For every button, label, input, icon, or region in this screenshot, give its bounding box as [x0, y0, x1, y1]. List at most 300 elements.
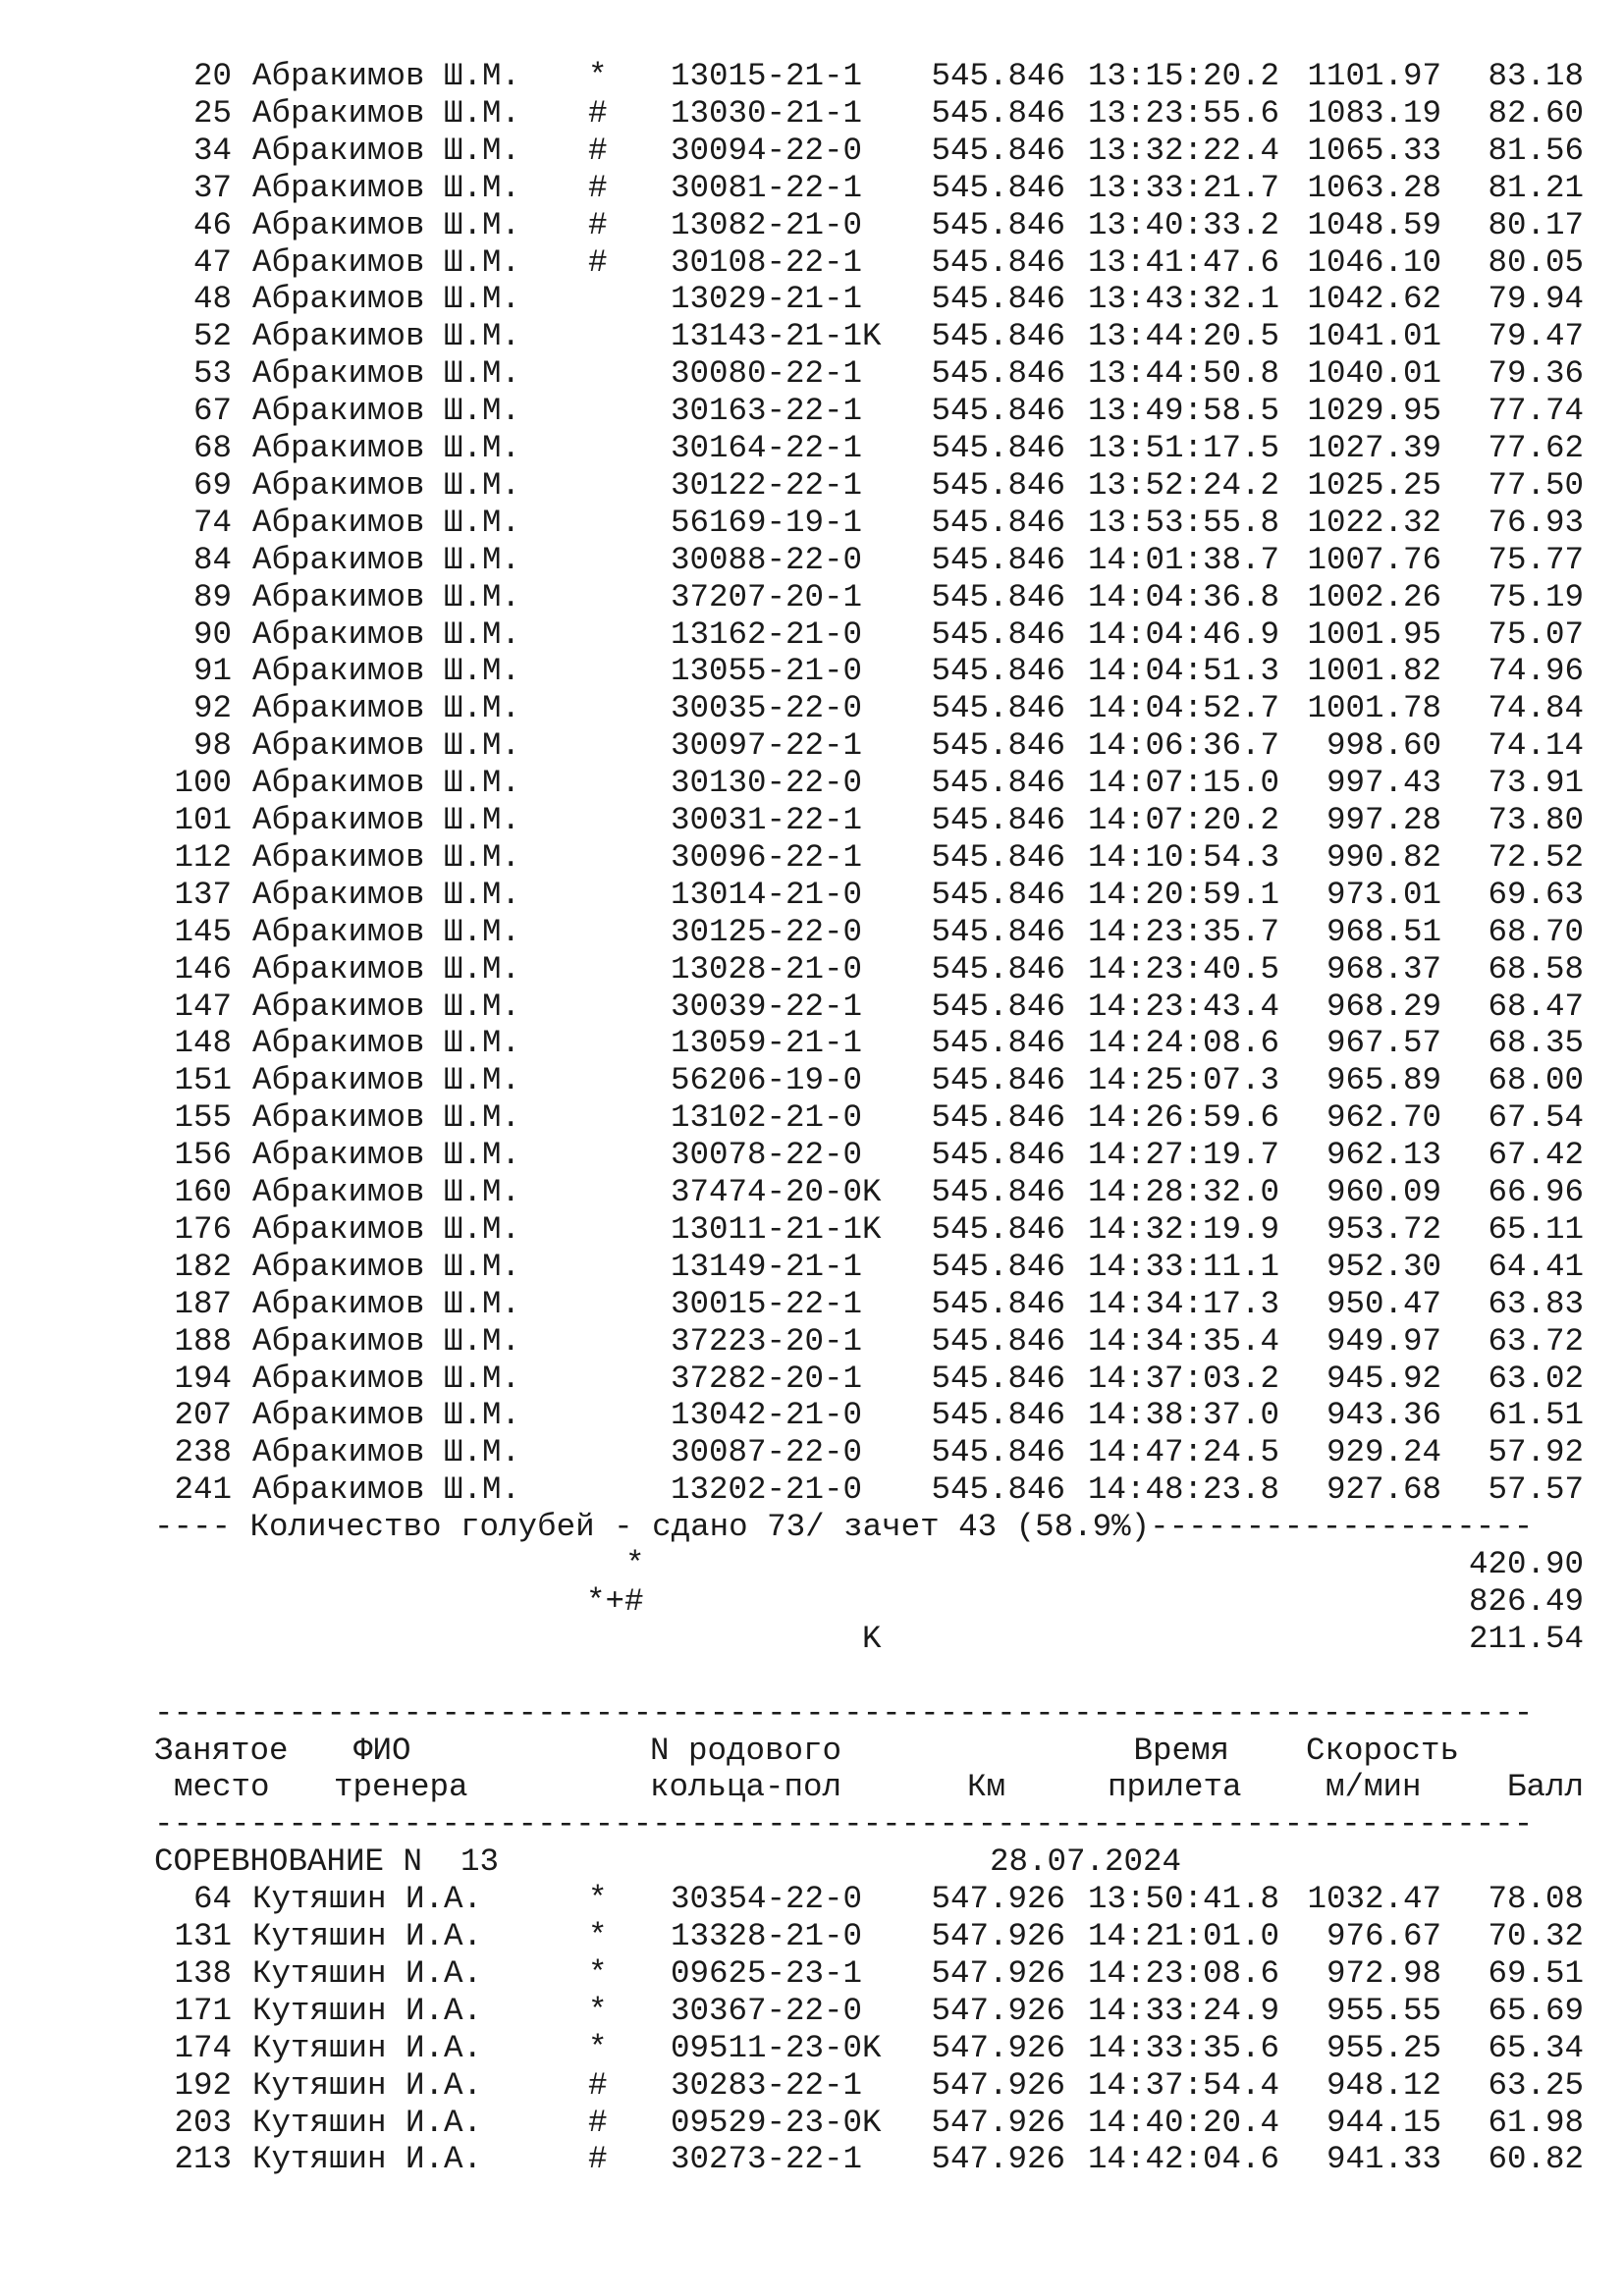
- table-row: [0, 1993, 1624, 2030]
- place-cell: 47: [192, 243, 232, 281]
- speed-cell: 1001.78: [1307, 690, 1441, 727]
- place-cell: 187: [174, 1285, 232, 1322]
- trainer-name-cell: Кутяшин И.А.: [252, 2066, 483, 2104]
- place-cell: 67: [192, 393, 232, 430]
- speed-cell: 1032.47: [1307, 1881, 1441, 1918]
- arrival-time-cell: 14:26:59.6: [1088, 1099, 1280, 1137]
- speed-cell: 965.89: [1326, 1062, 1441, 1099]
- speed-cell: 997.43: [1326, 765, 1441, 802]
- distance-cell: 545.846: [931, 1025, 1065, 1062]
- ring-number-cell: 30078-22-0: [671, 1137, 863, 1174]
- trainer-name-cell: Абракимов Ш.М.: [252, 1285, 521, 1322]
- speed-cell: 962.70: [1326, 1099, 1441, 1137]
- speed-cell: 1040.01: [1307, 355, 1441, 393]
- speed-cell: 968.29: [1326, 988, 1441, 1025]
- distance-cell: 545.846: [931, 1062, 1065, 1099]
- score-cell: 70.32: [1488, 1918, 1584, 1954]
- speed-cell: 941.33: [1326, 2141, 1441, 2178]
- distance-cell: 545.846: [931, 318, 1065, 355]
- speed-cell: 1002.26: [1307, 578, 1441, 615]
- mark-cell: #: [588, 2141, 608, 2178]
- total-label: K: [862, 1620, 882, 1657]
- trainer-name-cell: Абракимов Ш.М.: [252, 765, 521, 802]
- distance-cell: 545.846: [931, 876, 1065, 913]
- arrival-time-cell: 14:07:20.2: [1088, 802, 1280, 838]
- score-cell: 65.69: [1488, 1992, 1584, 2029]
- score-cell: 73.80: [1488, 802, 1584, 838]
- total-row: [0, 1621, 1624, 1658]
- trainer-name-cell: Абракимов Ш.М.: [252, 690, 521, 727]
- score-cell: 76.93: [1488, 504, 1584, 541]
- mark-cell: *: [588, 1992, 608, 2029]
- table-row: [0, 951, 1624, 988]
- speed-cell: 1001.95: [1307, 615, 1441, 653]
- trainer-name-cell: Абракимов Ш.М.: [252, 1248, 521, 1285]
- table-row: [0, 1471, 1624, 1509]
- trainer-name-cell: Абракимов Ш.М.: [252, 355, 521, 393]
- score-cell: 82.60: [1488, 94, 1584, 132]
- arrival-time-cell: 14:24:08.6: [1088, 1025, 1280, 1062]
- score-cell: 67.42: [1488, 1137, 1584, 1174]
- place-cell: 69: [192, 466, 232, 504]
- ring-number-cell: 30130-22-0: [671, 765, 863, 802]
- place-cell: 25: [192, 94, 232, 132]
- header-speed: м/мин: [1326, 1769, 1422, 1806]
- place-cell: 52: [192, 318, 232, 355]
- trainer-name-cell: Абракимов Ш.М.: [252, 1360, 521, 1397]
- mark-cell: #: [588, 132, 608, 169]
- arrival-time-cell: 14:33:11.1: [1088, 1248, 1280, 1285]
- speed-cell: 1048.59: [1307, 206, 1441, 243]
- trainer-name-cell: Абракимов Ш.М.: [252, 541, 521, 578]
- speed-cell: 1042.62: [1307, 281, 1441, 318]
- speed-cell: 1046.10: [1307, 243, 1441, 281]
- place-cell: 137: [174, 876, 232, 913]
- arrival-time-cell: 14:40:20.4: [1088, 2104, 1280, 2141]
- arrival-time-cell: 13:53:55.8: [1088, 504, 1280, 541]
- score-cell: 75.19: [1488, 578, 1584, 615]
- speed-cell: 1025.25: [1307, 466, 1441, 504]
- speed-cell: 973.01: [1326, 876, 1441, 913]
- place-cell: 151: [174, 1062, 232, 1099]
- place-cell: 74: [192, 504, 232, 541]
- place-cell: 155: [174, 1099, 232, 1137]
- score-cell: 63.02: [1488, 1360, 1584, 1397]
- arrival-time-cell: 14:38:37.0: [1088, 1397, 1280, 1434]
- table-row: [0, 133, 1624, 170]
- table-row: [0, 505, 1624, 542]
- table-row: [0, 2141, 1624, 2178]
- trainer-name-cell: Кутяшин И.А.: [252, 1992, 483, 2029]
- speed-cell: 955.25: [1326, 2029, 1441, 2066]
- speed-cell: 1007.76: [1307, 541, 1441, 578]
- arrival-time-cell: 13:15:20.2: [1088, 58, 1280, 94]
- ring-number-cell: 13143-21-1K: [671, 318, 882, 355]
- place-cell: 84: [192, 541, 232, 578]
- ring-number-cell: 30108-22-1: [671, 243, 863, 281]
- table-row: [0, 355, 1624, 393]
- table-row: [0, 1323, 1624, 1361]
- distance-cell: 545.846: [931, 393, 1065, 430]
- arrival-time-cell: 14:23:35.7: [1088, 913, 1280, 950]
- ring-number-cell: 30097-22-1: [671, 727, 863, 765]
- ring-number-cell: 13015-21-1: [671, 58, 863, 94]
- ring-number-cell: 13055-21-0: [671, 653, 863, 690]
- place-cell: 53: [192, 355, 232, 393]
- place-cell: 188: [174, 1322, 232, 1360]
- table-row: [0, 1955, 1624, 1993]
- place-cell: 20: [192, 58, 232, 94]
- distance-cell: 545.846: [931, 765, 1065, 802]
- distance-cell: 545.846: [931, 169, 1065, 206]
- score-cell: 73.91: [1488, 765, 1584, 802]
- table-row: [0, 2105, 1624, 2142]
- ring-number-cell: 13030-21-1: [671, 94, 863, 132]
- ring-number-cell: 30354-22-0: [671, 1881, 863, 1918]
- speed-cell: 955.55: [1326, 1992, 1441, 2029]
- ring-number-cell: 30283-22-1: [671, 2066, 863, 2104]
- speed-cell: 952.30: [1326, 1248, 1441, 1285]
- score-cell: 63.25: [1488, 2066, 1584, 2104]
- arrival-time-cell: 13:32:22.4: [1088, 132, 1280, 169]
- score-cell: 66.96: [1488, 1174, 1584, 1210]
- trainer-name-cell: Абракимов Ш.М.: [252, 1062, 521, 1099]
- distance-cell: 545.846: [931, 1434, 1065, 1471]
- speed-cell: 972.98: [1326, 1954, 1441, 1992]
- arrival-time-cell: 14:32:19.9: [1088, 1210, 1280, 1248]
- distance-cell: 547.926: [931, 2104, 1065, 2141]
- place-cell: 213: [174, 2141, 232, 2178]
- arrival-time-cell: 14:47:24.5: [1088, 1434, 1280, 1471]
- trainer-name-cell: Абракимов Ш.М.: [252, 132, 521, 169]
- distance-cell: 545.846: [931, 1248, 1065, 1285]
- speed-cell: 968.37: [1326, 950, 1441, 988]
- distance-cell: 545.846: [931, 615, 1065, 653]
- place-cell: 37: [192, 169, 232, 206]
- table-row: [0, 1099, 1624, 1137]
- ring-number-cell: 13011-21-1K: [671, 1210, 882, 1248]
- competition-title: СОРЕВНОВАНИЕ N 13: [154, 1843, 500, 1881]
- ring-number-cell: 30164-22-1: [671, 430, 863, 466]
- trainer-name-cell: Абракимов Ш.М.: [252, 727, 521, 765]
- place-cell: 89: [192, 578, 232, 615]
- divider-rule: [0, 1695, 1624, 1733]
- table-row: [0, 1881, 1624, 1918]
- place-cell: 160: [174, 1174, 232, 1210]
- ring-number-cell: 30080-22-1: [671, 355, 863, 393]
- ring-number-cell: 30015-22-1: [671, 1285, 863, 1322]
- arrival-time-cell: 14:06:36.7: [1088, 727, 1280, 765]
- total-row: [0, 1546, 1624, 1583]
- table-row: [0, 542, 1624, 579]
- summary-line: [0, 1509, 1624, 1546]
- trainer-name-cell: Кутяшин И.А.: [252, 2104, 483, 2141]
- mark-cell: #: [588, 94, 608, 132]
- distance-cell: 545.846: [931, 1360, 1065, 1397]
- ring-number-cell: 09511-23-0K: [671, 2029, 882, 2066]
- header-ring: N родового: [650, 1732, 842, 1769]
- arrival-time-cell: 13:49:58.5: [1088, 393, 1280, 430]
- table-row: [0, 1918, 1624, 1955]
- score-cell: 63.83: [1488, 1285, 1584, 1322]
- place-cell: 148: [174, 1025, 232, 1062]
- score-cell: 79.94: [1488, 281, 1584, 318]
- score-cell: 64.41: [1488, 1248, 1584, 1285]
- score-cell: 65.34: [1488, 2029, 1584, 2066]
- mark-cell: #: [588, 2104, 608, 2141]
- score-cell: 83.18: [1488, 58, 1584, 94]
- score-cell: 65.11: [1488, 1210, 1584, 1248]
- trainer-name-cell: Абракимов Ш.М.: [252, 466, 521, 504]
- column-header-row-2: [0, 1769, 1624, 1806]
- speed-cell: 1041.01: [1307, 318, 1441, 355]
- place-cell: 68: [192, 430, 232, 466]
- speed-cell: 990.82: [1326, 838, 1441, 876]
- header-time: прилета: [1108, 1769, 1242, 1806]
- speed-cell: 1022.32: [1307, 504, 1441, 541]
- trainer-name-cell: Абракимов Ш.М.: [252, 1025, 521, 1062]
- table-row: [0, 318, 1624, 355]
- table-row: [0, 2030, 1624, 2067]
- table-row: [0, 1397, 1624, 1434]
- score-cell: 74.14: [1488, 727, 1584, 765]
- header-name: тренера: [334, 1769, 468, 1806]
- distance-cell: 545.846: [931, 838, 1065, 876]
- score-cell: 57.92: [1488, 1434, 1584, 1471]
- place-cell: 146: [174, 950, 232, 988]
- place-cell: 34: [192, 132, 232, 169]
- table-row: [0, 1174, 1624, 1211]
- place-cell: 46: [192, 206, 232, 243]
- table-row: [0, 727, 1624, 765]
- ring-number-cell: 13082-21-0: [671, 206, 863, 243]
- arrival-time-cell: 14:04:36.8: [1088, 578, 1280, 615]
- ring-number-cell: 13014-21-0: [671, 876, 863, 913]
- arrival-time-cell: 13:51:17.5: [1088, 430, 1280, 466]
- speed-cell: 968.51: [1326, 913, 1441, 950]
- trainer-name-cell: Кутяшин И.А.: [252, 2029, 483, 2066]
- score-cell: 77.62: [1488, 430, 1584, 466]
- table-row: [0, 839, 1624, 877]
- score-cell: 81.56: [1488, 132, 1584, 169]
- table-row: [0, 802, 1624, 839]
- speed-cell: 997.28: [1326, 802, 1441, 838]
- mark-cell: #: [588, 169, 608, 206]
- arrival-time-cell: 14:10:54.3: [1088, 838, 1280, 876]
- ring-number-cell: 30096-22-1: [671, 838, 863, 876]
- place-cell: 131: [174, 1918, 232, 1954]
- arrival-time-cell: 14:07:15.0: [1088, 765, 1280, 802]
- arrival-time-cell: 14:37:03.2: [1088, 1360, 1280, 1397]
- ring-number-cell: 13042-21-0: [671, 1397, 863, 1434]
- score-cell: 68.00: [1488, 1062, 1584, 1099]
- trainer-name-cell: Абракимов Ш.М.: [252, 430, 521, 466]
- trainer-name-cell: Абракимов Ш.М.: [252, 1210, 521, 1248]
- table-row: [0, 281, 1624, 318]
- mark-cell: *: [588, 1918, 608, 1954]
- distance-cell: 547.926: [931, 2029, 1065, 2066]
- speed-cell: 943.36: [1326, 1397, 1441, 1434]
- table-row: [0, 244, 1624, 282]
- distance-cell: 545.846: [931, 988, 1065, 1025]
- place-cell: 194: [174, 1360, 232, 1397]
- ring-number-cell: 30035-22-0: [671, 690, 863, 727]
- total-value: 420.90: [1468, 1546, 1584, 1582]
- speed-cell: 960.09: [1326, 1174, 1441, 1210]
- ring-number-cell: 13328-21-0: [671, 1918, 863, 1954]
- trainer-name-cell: Кутяшин И.А.: [252, 2141, 483, 2178]
- trainer-name-cell: Абракимов Ш.М.: [252, 802, 521, 838]
- distance-cell: 545.846: [931, 1471, 1065, 1509]
- ring-number-cell: 56206-19-0: [671, 1062, 863, 1099]
- score-cell: 74.96: [1488, 653, 1584, 690]
- speed-cell: 967.57: [1326, 1025, 1441, 1062]
- arrival-time-cell: 13:50:41.8: [1088, 1881, 1280, 1918]
- header-time: Время: [1133, 1732, 1229, 1769]
- trainer-name-cell: Абракимов Ш.М.: [252, 876, 521, 913]
- divider-rule: [0, 1806, 1624, 1843]
- score-cell: 57.57: [1488, 1471, 1584, 1509]
- speed-cell: 1029.95: [1307, 393, 1441, 430]
- trainer-name-cell: Абракимов Ш.М.: [252, 94, 521, 132]
- arrival-time-cell: 14:34:17.3: [1088, 1285, 1280, 1322]
- mark-cell: *: [588, 58, 608, 94]
- trainer-name-cell: Абракимов Ш.М.: [252, 318, 521, 355]
- pigeon-count-summary: ---- Количество голубей - сдано 73/ зачет 43 (58.9%)--------------------: [154, 1509, 1534, 1546]
- table-row: [0, 877, 1624, 914]
- trainer-name-cell: Кутяшин И.А.: [252, 1918, 483, 1954]
- header-place: место: [174, 1769, 270, 1806]
- ring-number-cell: 37282-20-1: [671, 1360, 863, 1397]
- ring-number-cell: 30094-22-0: [671, 132, 863, 169]
- distance-cell: 545.846: [931, 727, 1065, 765]
- speed-cell: 929.24: [1326, 1434, 1441, 1471]
- place-cell: 100: [174, 765, 232, 802]
- trainer-name-cell: Абракимов Ш.М.: [252, 393, 521, 430]
- speed-cell: 949.97: [1326, 1322, 1441, 1360]
- competition-header: [0, 1843, 1624, 1881]
- table-row: [0, 170, 1624, 207]
- score-cell: 72.52: [1488, 838, 1584, 876]
- ring-number-cell: 13149-21-1: [671, 1248, 863, 1285]
- place-cell: 91: [192, 653, 232, 690]
- header-speed: Скорость: [1306, 1732, 1460, 1769]
- ring-number-cell: 13202-21-0: [671, 1471, 863, 1509]
- table-row: [0, 1137, 1624, 1174]
- speed-cell: 1083.19: [1307, 94, 1441, 132]
- trainer-name-cell: Абракимов Ш.М.: [252, 838, 521, 876]
- trainer-name-cell: Абракимов Ш.М.: [252, 1174, 521, 1210]
- speed-cell: 1001.82: [1307, 653, 1441, 690]
- score-cell: 81.21: [1488, 169, 1584, 206]
- header-place: Занятое: [154, 1732, 289, 1769]
- trainer-name-cell: Абракимов Ш.М.: [252, 578, 521, 615]
- speed-cell: 998.60: [1326, 727, 1441, 765]
- arrival-time-cell: 14:20:59.1: [1088, 876, 1280, 913]
- table-row: [0, 1249, 1624, 1286]
- score-cell: 67.54: [1488, 1099, 1584, 1137]
- distance-cell: 545.846: [931, 504, 1065, 541]
- arrival-time-cell: 13:23:55.6: [1088, 94, 1280, 132]
- ring-number-cell: 09625-23-1: [671, 1954, 863, 1992]
- trainer-name-cell: Абракимов Ш.М.: [252, 206, 521, 243]
- arrival-time-cell: 13:40:33.2: [1088, 206, 1280, 243]
- distance-cell: 545.846: [931, 653, 1065, 690]
- distance-cell: 547.926: [931, 1881, 1065, 1918]
- score-cell: 68.35: [1488, 1025, 1584, 1062]
- score-cell: 80.05: [1488, 243, 1584, 281]
- arrival-time-cell: 14:04:52.7: [1088, 690, 1280, 727]
- speed-cell: 950.47: [1326, 1285, 1441, 1322]
- score-cell: 75.07: [1488, 615, 1584, 653]
- trainer-name-cell: Абракимов Ш.М.: [252, 1137, 521, 1174]
- place-cell: 182: [174, 1248, 232, 1285]
- arrival-time-cell: 14:42:04.6: [1088, 2141, 1280, 2178]
- arrival-time-cell: 14:37:54.4: [1088, 2066, 1280, 2104]
- table-row: [0, 579, 1624, 616]
- column-header-row-1: [0, 1733, 1624, 1770]
- score-cell: 77.74: [1488, 393, 1584, 430]
- score-cell: 69.63: [1488, 876, 1584, 913]
- table-row: [0, 95, 1624, 133]
- distance-cell: 545.846: [931, 950, 1065, 988]
- score-cell: 79.36: [1488, 355, 1584, 393]
- speed-cell: 1101.97: [1307, 58, 1441, 94]
- place-cell: 112: [174, 838, 232, 876]
- score-cell: 61.51: [1488, 1397, 1584, 1434]
- mark-cell: #: [588, 243, 608, 281]
- arrival-time-cell: 14:04:51.3: [1088, 653, 1280, 690]
- ring-number-cell: 13102-21-0: [671, 1099, 863, 1137]
- ring-number-cell: 30273-22-1: [671, 2141, 863, 2178]
- place-cell: 174: [174, 2029, 232, 2066]
- ring-number-cell: 09529-23-0K: [671, 2104, 882, 2141]
- speed-cell: 962.13: [1326, 1137, 1441, 1174]
- table-row: [0, 1286, 1624, 1323]
- mark-cell: #: [588, 2066, 608, 2104]
- distance-cell: 545.846: [931, 1210, 1065, 1248]
- arrival-time-cell: 13:41:47.6: [1088, 243, 1280, 281]
- ring-number-cell: 37223-20-1: [671, 1322, 863, 1360]
- trainer-name-cell: Абракимов Ш.М.: [252, 281, 521, 318]
- trainer-name-cell: Абракимов Ш.М.: [252, 913, 521, 950]
- arrival-time-cell: 14:27:19.7: [1088, 1137, 1280, 1174]
- distance-cell: 545.846: [931, 913, 1065, 950]
- speed-cell: 944.15: [1326, 2104, 1441, 2141]
- score-cell: 61.98: [1488, 2104, 1584, 2141]
- table-row: [0, 1062, 1624, 1099]
- speed-cell: 945.92: [1326, 1360, 1441, 1397]
- speed-cell: 953.72: [1326, 1210, 1441, 1248]
- distance-cell: 545.846: [931, 1099, 1065, 1137]
- score-cell: 63.72: [1488, 1322, 1584, 1360]
- place-cell: 241: [174, 1471, 232, 1509]
- score-cell: 69.51: [1488, 1954, 1584, 1992]
- speed-cell: 976.67: [1326, 1918, 1441, 1954]
- mark-cell: *: [588, 1954, 608, 1992]
- distance-cell: 545.846: [931, 690, 1065, 727]
- ring-number-cell: 37207-20-1: [671, 578, 863, 615]
- ring-number-cell: 30163-22-1: [671, 393, 863, 430]
- distance-cell: 545.846: [931, 1285, 1065, 1322]
- table-row: [0, 1434, 1624, 1471]
- ring-number-cell: 30088-22-0: [671, 541, 863, 578]
- arrival-time-cell: 13:52:24.2: [1088, 466, 1280, 504]
- place-cell: 156: [174, 1137, 232, 1174]
- ring-number-cell: 13162-21-0: [671, 615, 863, 653]
- score-cell: 77.50: [1488, 466, 1584, 504]
- header-ring: кольца-пол: [650, 1769, 842, 1806]
